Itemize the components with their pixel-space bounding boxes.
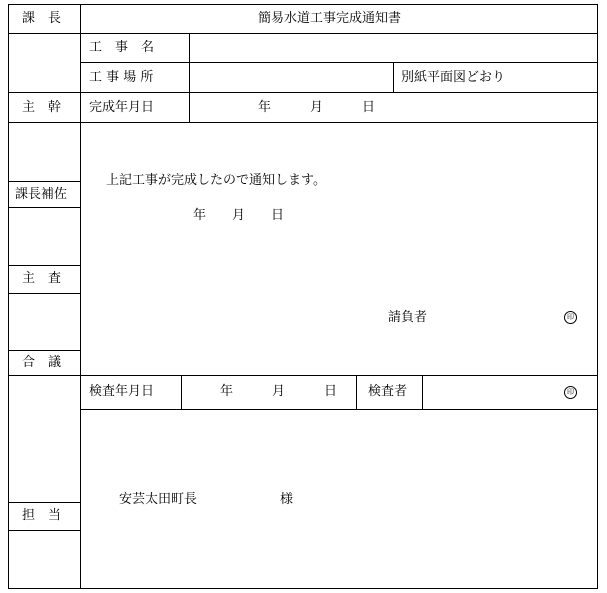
divider-left-3	[8, 265, 80, 266]
label-inspection-date: 検査年月日	[89, 384, 155, 399]
label-shusa: 主 査	[22, 271, 62, 286]
divider-left-5	[8, 350, 80, 351]
divider-inspection-top	[8, 375, 598, 376]
divider-inspection-2	[356, 375, 357, 409]
contractor-label: 請負者	[388, 310, 428, 325]
note-koji-basho: 別紙平面図どおり	[401, 70, 506, 85]
divider-label-column	[189, 33, 190, 122]
addressee-honorific: 様	[280, 492, 294, 507]
divider-left-6	[8, 502, 80, 503]
label-kacho: 課 長	[22, 11, 62, 26]
divider-inspection-bottom	[80, 409, 598, 410]
divider-koji-mei	[80, 62, 598, 63]
label-koji-basho: 工 事 場 所	[89, 70, 154, 85]
page-title: 簡易水道工事完成通知書	[258, 11, 402, 26]
divider-left-4	[8, 293, 80, 294]
divider-inspection-1	[181, 375, 182, 409]
divider-left-2	[8, 207, 80, 208]
addressee-name: 安芸太田町長	[119, 492, 198, 507]
value-inspection-date[interactable]: 年 月 日	[220, 384, 338, 399]
divider-left-7	[8, 530, 80, 531]
notice-date[interactable]: 年 月 日	[193, 208, 285, 223]
seal-icon: 印	[564, 386, 577, 399]
divider-title	[8, 33, 598, 34]
value-kansei-date[interactable]: 年 月 日	[258, 100, 376, 115]
seal-icon: 印	[564, 311, 577, 324]
label-inspector: 検査者	[368, 384, 408, 399]
label-koji-mei: 工 事 名	[89, 40, 155, 55]
label-aigi: 合 議	[22, 355, 62, 370]
notice-body: 上記工事が完成したので通知します。	[106, 173, 326, 188]
divider-left-1	[8, 181, 80, 182]
divider-note-column	[393, 62, 394, 92]
label-kacho-hosa: 課長補佐	[15, 187, 68, 202]
divider-inspection-3	[422, 375, 423, 409]
divider-koji-basho	[8, 92, 598, 93]
label-tanto: 担 当	[22, 508, 62, 523]
divider-left-column	[80, 4, 81, 589]
label-kansei-date: 完成年月日	[89, 100, 155, 115]
label-shukan: 主 幹	[22, 100, 62, 115]
divider-kansei-date	[8, 122, 598, 123]
